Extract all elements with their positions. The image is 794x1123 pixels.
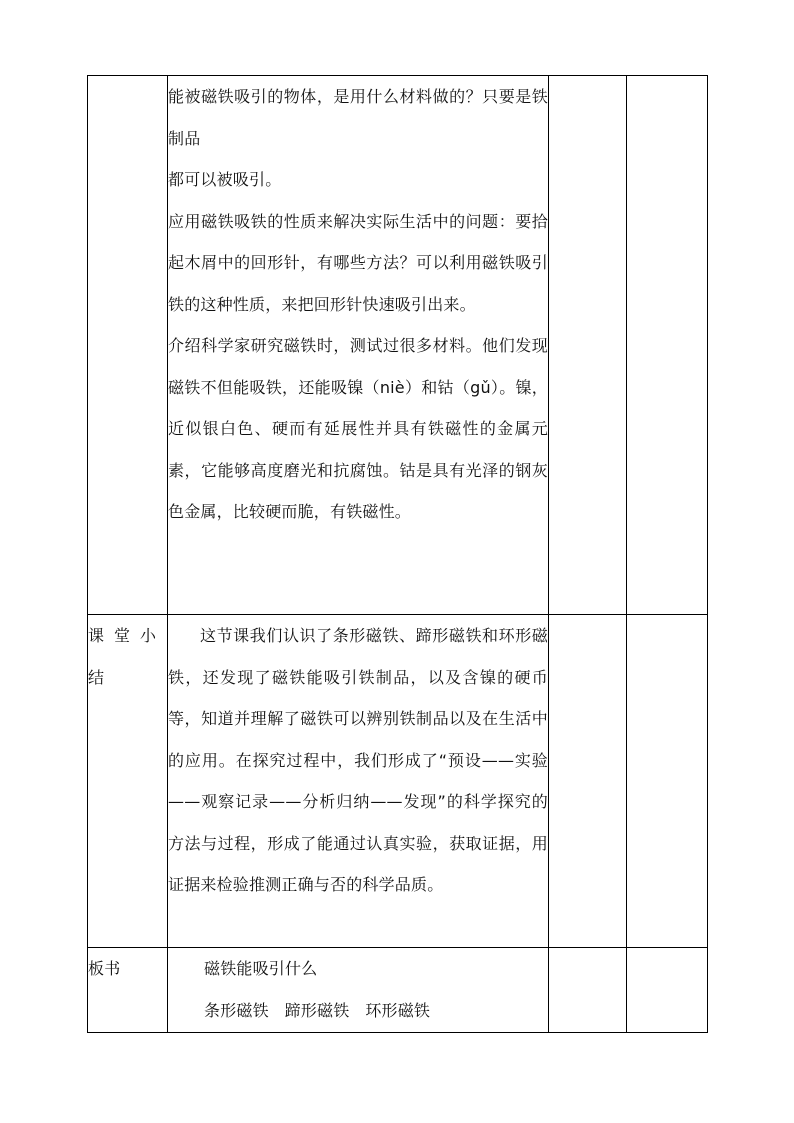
table-row <box>88 948 708 1033</box>
content-cell <box>168 615 549 948</box>
content-paragraph: 都可以被吸引。 <box>168 170 282 189</box>
lesson-plan-table <box>87 75 708 1033</box>
empty-cell <box>627 948 708 1033</box>
table-row <box>88 615 708 948</box>
content-cell <box>168 948 549 1033</box>
content-cell <box>168 76 549 615</box>
content-paragraph: 介绍科学家研究磁铁时，测试过很多材料。他们发现磁铁不但能吸铁，还能吸镍（niè）和钴（gǔ）。镍，近似银白色、硬而有延展性并具有铁磁性的金属元素，它能够高度磨光和抗腐蚀。钴是具有光泽的钢灰色金属，比较硬而脆，有铁磁性。 <box>168 336 548 521</box>
empty-cell <box>627 615 708 948</box>
content-paragraph: 这节课我们认识了条形磁铁、蹄形磁铁和环形磁铁，还发现了磁铁能吸引铁制品，以及含镍的硬币等，知道并理解了磁铁可以辨别铁制品以及在生活中的应用。在探究过程中，我们形成了“预设——实验——观察记录——分析归纳——发现”的科学探究的方法与过程，形成了能通过认真实验，获取证据，用证据来检验推测正确与否的科学品质。 <box>168 626 548 894</box>
empty-cell <box>549 948 627 1033</box>
empty-cell <box>549 76 627 615</box>
content-paragraph: 应用磁铁吸铁的性质来解决实际生活中的问题：要拾起木屑中的回形针，有哪些方法？可以利用磁铁吸引铁的这种性质，来把回形针快速吸引出来。 <box>168 211 548 314</box>
empty-cell <box>627 76 708 615</box>
row-label-cell <box>88 76 168 615</box>
row-label-cell <box>88 615 168 948</box>
row-label-summary: 课堂小结 <box>88 626 167 687</box>
blackboard-line: 条形磁铁 蹄形磁铁 环形磁铁 <box>204 1000 431 1020</box>
row-label-cell <box>88 948 168 1033</box>
table-row <box>88 76 708 615</box>
content-paragraph: 能被磁铁吸引的物体，是用什么材料做的？只要是铁制品 <box>168 87 548 148</box>
row-label-blackboard: 板书 <box>88 959 121 978</box>
blackboard-line: 磁铁能吸引什么 <box>204 959 318 978</box>
empty-cell <box>549 615 627 948</box>
